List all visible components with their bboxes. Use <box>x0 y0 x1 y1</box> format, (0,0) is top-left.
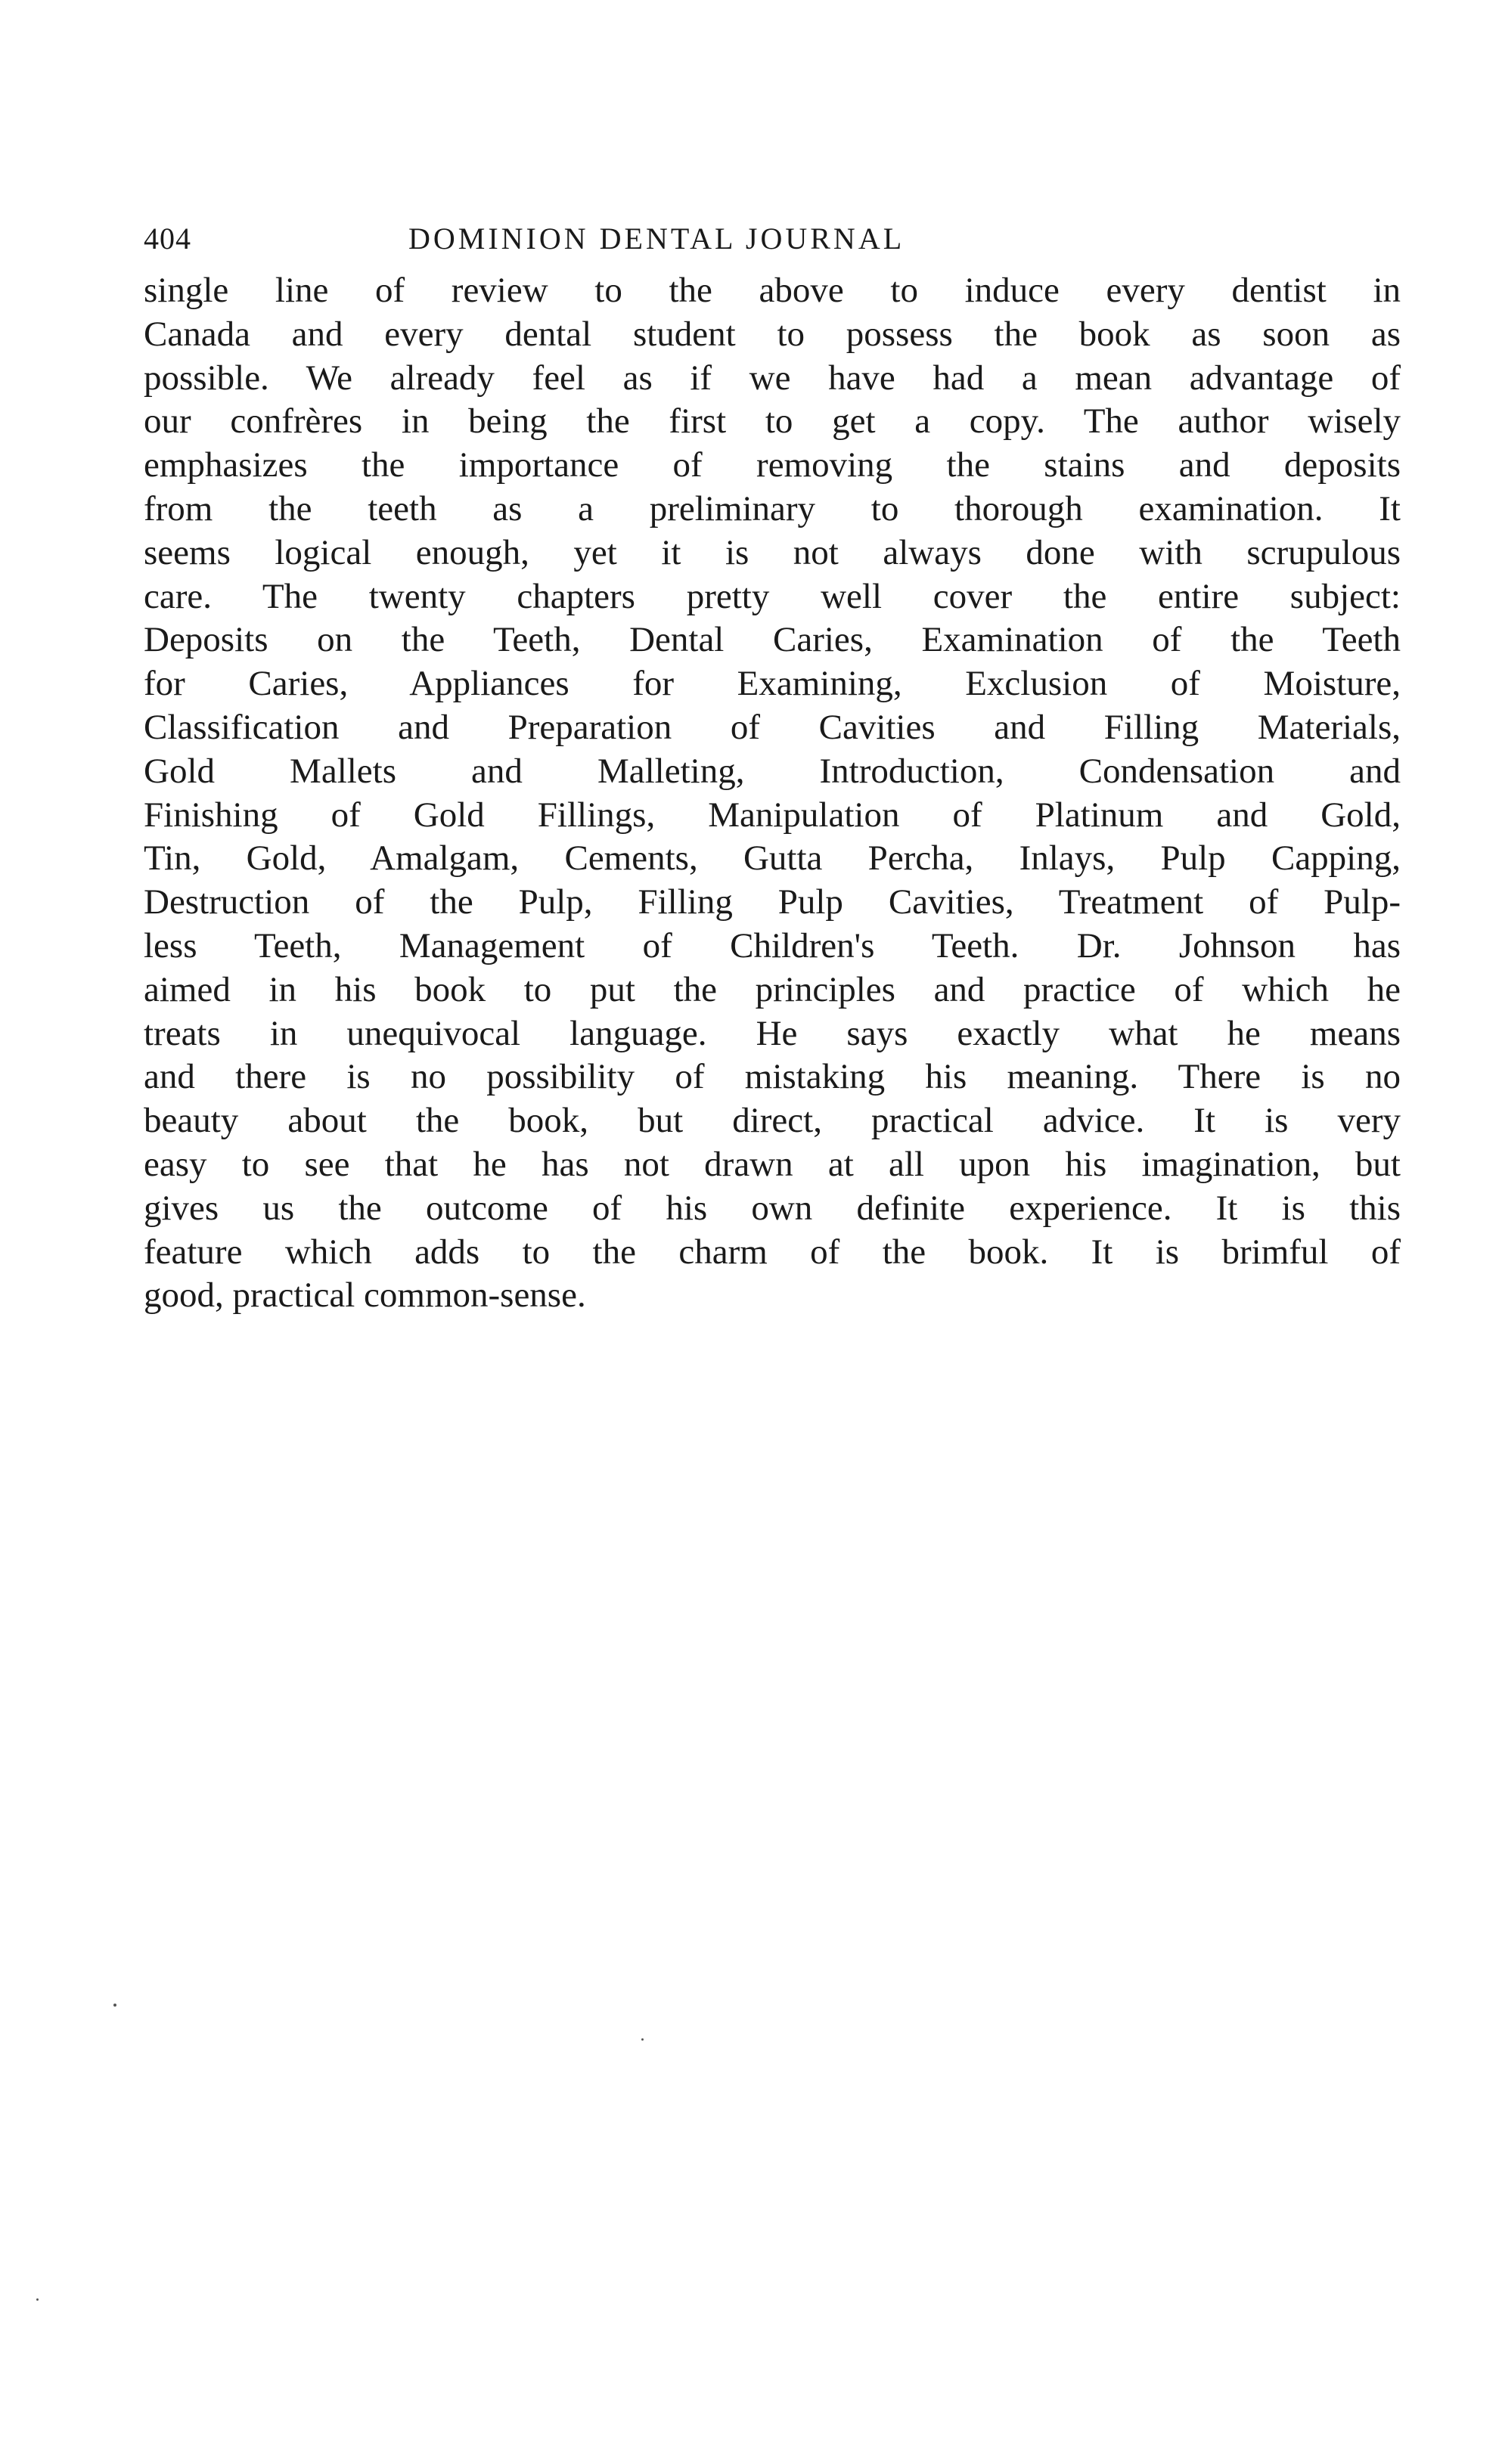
text-line: treats in unequivocal language. He says exactly what he means <box>144 1013 1401 1053</box>
text-line: our confrères in being the first to get a copy. The author wisely <box>144 401 1401 442</box>
text-line: easy to see that he has not drawn at all upon his imagination, but <box>144 1144 1401 1184</box>
text-line: from the teeth as a preliminary to thorough examination. It <box>144 488 1401 528</box>
text-line: seems logical enough, yet it is not always done with scrupulous <box>144 532 1401 572</box>
text-line: Destruction of the Pulp, Filling Pulp Cavities, Treatment of Pulp- <box>144 882 1401 922</box>
scan-speck <box>36 2298 39 2301</box>
text-line: Classification and Preparation of Cavities and Filling Materials, <box>144 707 1401 747</box>
text-line: aimed in his book to put the principles and practice of which he <box>144 969 1401 1009</box>
text-line: and there is no possibility of mistaking his meaning. There is no <box>144 1057 1401 1097</box>
text-line: Deposits on the Teeth, Dental Caries, Examination of the Teeth <box>144 620 1401 660</box>
text-line-last: good, practical common-sense. <box>144 1275 586 1316</box>
text-line: Tin, Gold, Amalgam, Cements, Gutta Percha, Inlays, Pulp Capping, <box>144 838 1401 879</box>
journal-title: DOMINION DENTAL JOURNAL <box>408 222 905 256</box>
text-line: beauty about the book, but direct, practical advice. It is very <box>144 1101 1401 1141</box>
text-line: Canada and every dental student to possess the book as soon as <box>144 314 1401 354</box>
page-number: 404 <box>144 222 191 256</box>
review-paragraph <box>144 269 1401 1318</box>
text-line: feature which adds to the charm of the book. It is brimful of <box>144 1232 1401 1272</box>
running-header <box>144 216 1401 262</box>
text-line: care. The twenty chapters pretty well cover the entire subject: <box>144 576 1401 616</box>
scan-speck <box>113 2004 116 2007</box>
text-line: less Teeth, Management of Children's Teeth. Dr. Johnson has <box>144 925 1401 965</box>
text-line: emphasizes the importance of removing the stains and deposits <box>144 445 1401 485</box>
text-line: single line of review to the above to induce every dentist in <box>144 271 1401 310</box>
text-line: Gold Mallets and Malleting, Introduction, Condensation and <box>144 751 1401 791</box>
scan-speck <box>641 2038 644 2041</box>
text-line: for Caries, Appliances for Examining, Exclusion of Moisture, <box>144 664 1401 704</box>
text-line: gives us the outcome of his own definite experience. It is this <box>144 1188 1401 1228</box>
text-line: Finishing of Gold Fillings, Manipulation of Platinum and Gold, <box>144 795 1401 835</box>
text-line: possible. We already feel as if we have had a mean advantage of <box>144 358 1401 398</box>
